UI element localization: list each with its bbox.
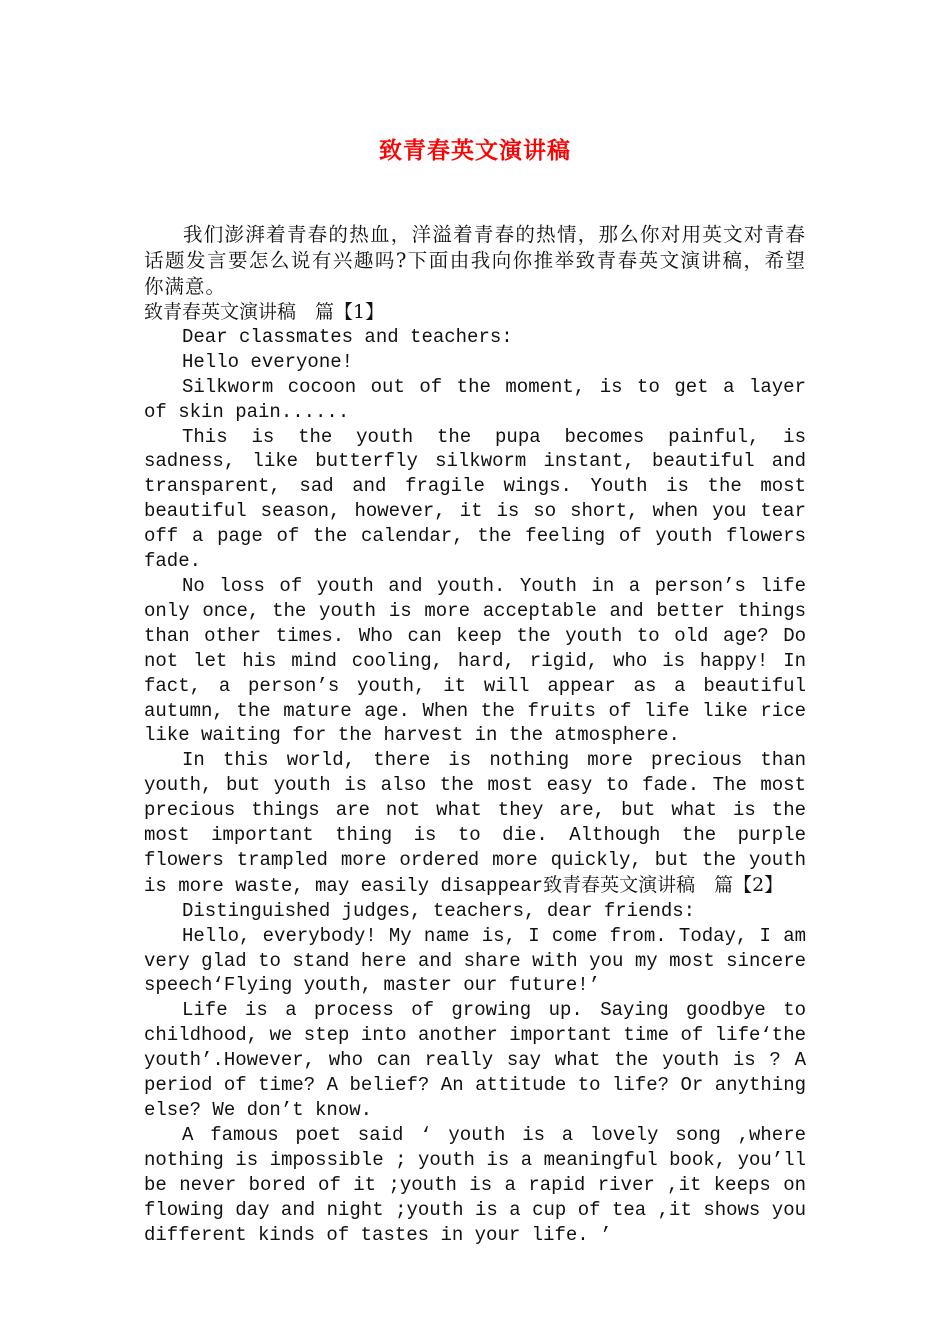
body-paragraph: This is the youth the pupa becomes painful, is sadness, like butterfly silkworm instant, beautiful and transparent, sad and fragile wings. Youth is the most beautiful season, however, it is so short, when you tear off a page of the calendar, the feeling of youth flowers fade. xyxy=(144,425,806,573)
document-body xyxy=(144,222,806,1247)
body-paragraph-text: In this world, there is nothing more precious than youth, but youth is also the most easy to fade. The most precious things are not what they are, but what is the most important thing is to die. Although the purple flowers trampled more ordered more quickly, but the youth is more waste, may easily disappear xyxy=(144,749,806,897)
body-paragraph: No loss of youth and youth. Youth in a person’s life only once, the youth is more acceptable and better things than other times. Who can keep the youth to old age? Do not let his mind cooling, hard, rigid, who is happy! In fact, a person’s youth, it will appear as a beautiful autumn, the mature age. When the fruits of life like rice like waiting for the harvest in the atmosphere. xyxy=(144,574,806,747)
salutation-paragraph: Dear classmates and teachers: xyxy=(182,325,513,348)
body-paragraph-with-heading xyxy=(144,748,806,898)
intro-paragraph: 我们澎湃着青春的热血，洋溢着青春的热情，那么你对用英文对青春话题发言要怎么说有兴趣吗?下面由我向你推举致青春英文演讲稿，希望你满意。 xyxy=(144,223,806,298)
document-title: 致青春英文演讲稿 xyxy=(379,138,571,164)
section-1-heading: 致青春英文演讲稿 篇【1】 xyxy=(144,301,385,323)
body-paragraph: Life is a process of growing up. Saying goodbye to childhood, we step into another important time of life‘the youth’.However, who can really say what the youth is ? A period of time? A belief? An attitude to life? Or anything else? We don’t know. xyxy=(144,999,806,1121)
body-paragraph: Hello, everybody! My name is, I come from. Today, I am very glad to stand here and share with you my most sincere speech‘Flying youth, master our future!’ xyxy=(144,924,806,997)
salutation-paragraph: Distinguished judges, teachers, dear friends: xyxy=(182,899,696,922)
body-paragraph: A famous poet said ‘ youth is a lovely song ,where nothing is impossible ; youth is a meaningful book, you’ll be never bored of it ;youth is a rapid river ,it keeps on flowing day and night ;youth is a cup of tea ,it shows you different kinds of tastes in your life. ’ xyxy=(144,1123,806,1246)
body-paragraph: Silkworm cocoon out of the moment, is to get a layer of skin pain...... xyxy=(144,375,806,423)
greeting-paragraph: Hello everyone! xyxy=(182,350,354,373)
section-2-heading: 致青春英文演讲稿 篇【2】 xyxy=(543,873,784,896)
